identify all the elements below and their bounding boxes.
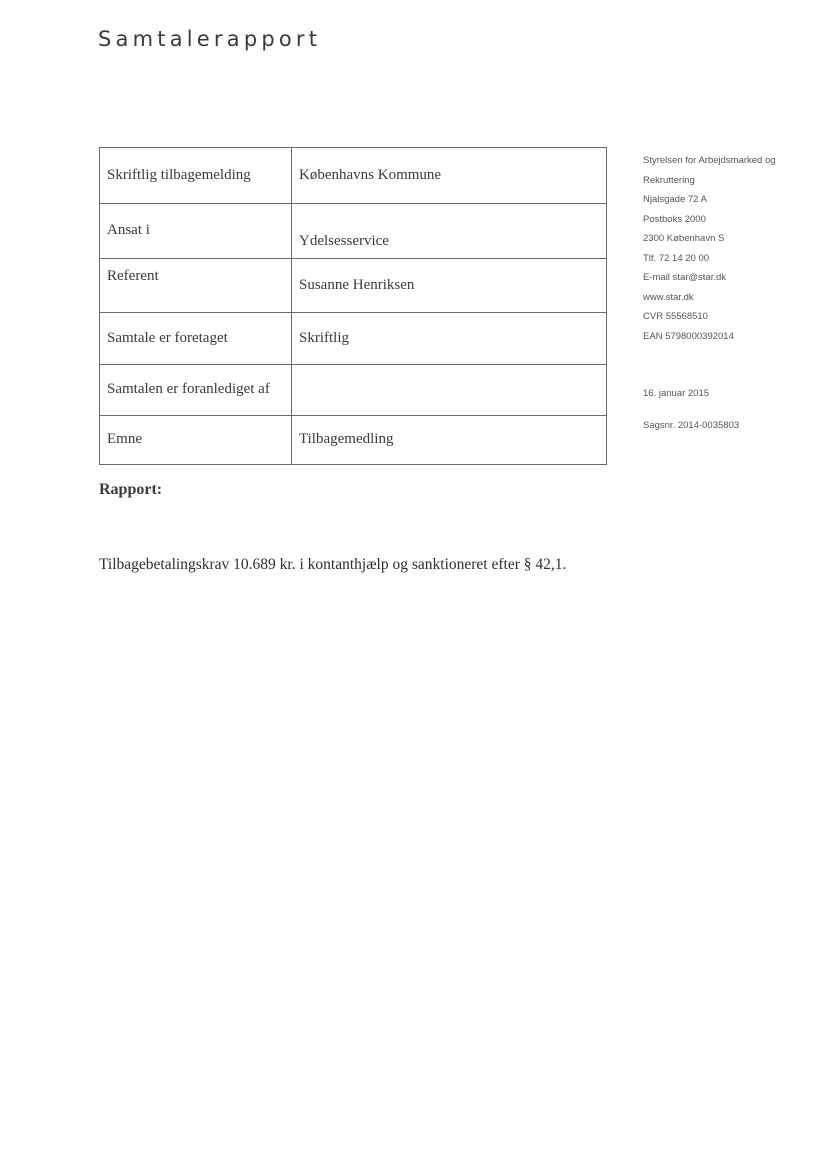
sender-line: 2300 København S — [643, 233, 725, 244]
table-row — [100, 416, 607, 465]
document-date: 16. januar 2015 — [643, 388, 710, 399]
sender-line: Styrelsen for Arbejdsmarked og — [643, 155, 776, 166]
row-label-text: Samtale er foretaget — [107, 330, 228, 346]
report-heading: Rapport: — [99, 481, 163, 498]
sender-line: Tlf. 72 14 20 00 — [643, 252, 710, 264]
sender-website: www.star.dk — [643, 291, 694, 303]
row-value-text: Susanne Henriksen — [299, 277, 415, 293]
row-label — [100, 204, 292, 259]
table-row — [100, 148, 607, 204]
row-label-text: Emne — [107, 431, 142, 447]
sender-line: Postboks 2000 — [643, 213, 706, 225]
row-value-text: Skriftlig — [299, 330, 350, 346]
page-title: Samtalerapport — [98, 27, 322, 51]
row-label — [100, 313, 292, 365]
sender-address-block — [643, 151, 823, 346]
row-value — [292, 365, 607, 416]
case-number: Sagsnr. 2014-0035803 — [643, 420, 740, 431]
row-value — [292, 259, 607, 313]
row-label-text: Samtalen er foranlediget af — [107, 381, 270, 397]
sender-line: Rekruttering — [643, 174, 695, 186]
conversation-info-table — [99, 147, 607, 465]
row-value-text: Ydelsesservice — [299, 233, 389, 249]
row-value-text: Københavns Kommune — [299, 167, 442, 183]
row-value-text — [299, 365, 599, 381]
report-body: Tilbagebetalingskrav 10.689 kr. i kontanthjælp og sanktioneret efter § 42,1. — [99, 556, 567, 573]
table-row — [100, 259, 607, 313]
row-value — [292, 416, 607, 465]
row-label-text: Ansat i — [107, 222, 150, 238]
sender-line: CVR 55568510 — [643, 311, 708, 322]
row-label-text: Skriftlig tilbagemelding — [107, 167, 251, 183]
row-value — [292, 204, 607, 259]
row-value — [292, 148, 607, 204]
row-label — [100, 259, 292, 313]
row-label — [100, 416, 292, 465]
row-label-text: Referent — [107, 268, 159, 284]
sender-line: EAN 5798000392014 — [643, 330, 734, 342]
table-row — [100, 204, 607, 259]
sender-line: Njalsgade 72 A — [643, 194, 707, 205]
table-row — [100, 313, 607, 365]
sender-email: E-mail star@star.dk — [643, 272, 727, 283]
row-value-text: Tilbagemedling — [299, 431, 394, 447]
row-label — [100, 365, 292, 416]
table-row — [100, 365, 607, 416]
row-label — [100, 148, 292, 204]
row-value — [292, 313, 607, 365]
